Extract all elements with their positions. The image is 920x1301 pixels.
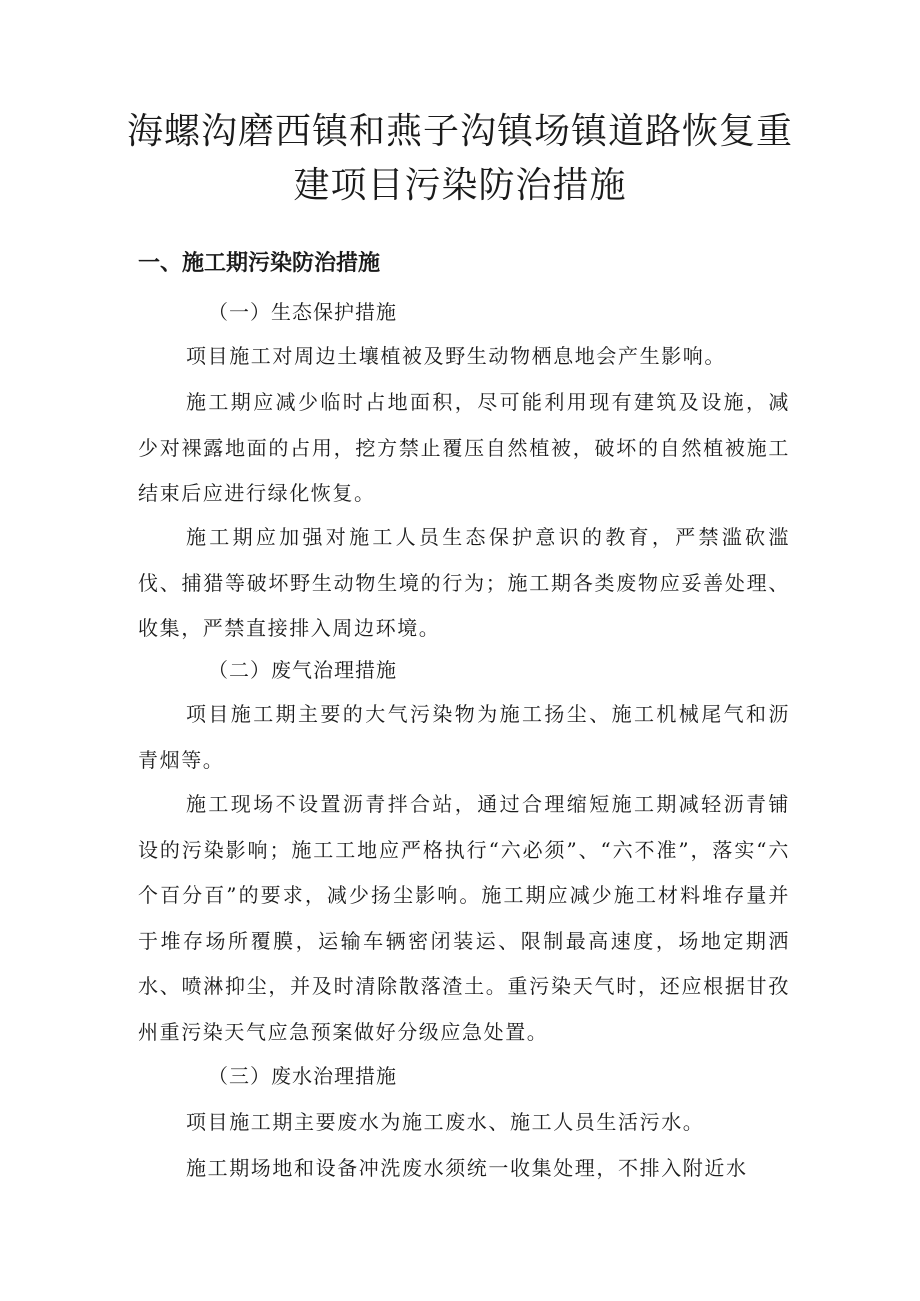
- subsection-heading-wastewater: （三）废水治理措施: [208, 1064, 397, 1088]
- paragraph-wastewater-sources: 项目施工期主要废水为施工废水、施工人员生活污水。: [186, 1110, 705, 1134]
- paragraph-ecological-land-use: 施工期应减少临时占地面积，尽可能利用现有建筑及设施，减少对裸露地面的占用，挖方禁止覆压自然植被，破坏的自然植被施工结束后应进行绿化恢复。: [138, 390, 790, 505]
- paragraph-wastewater-treatment: 施工期场地和设备冲洗废水须统一收集处理，不排入附近水: [186, 1156, 748, 1180]
- subsection-heading-ecological: （一）生态保护措施: [208, 300, 397, 324]
- paragraph-ecological-impact: 项目施工对周边土壤植被及野生动物栖息地会产生影响。: [186, 344, 726, 368]
- paragraph-air-pollutants: 项目施工期主要的大气污染物为施工扬尘、施工机械尾气和沥青烟等。: [138, 702, 790, 772]
- document-title-line-2: 建项目污染防治措施: [293, 165, 627, 206]
- document-title-line-1: 海螺沟磨西镇和燕子沟镇场镇道路恢复重: [126, 111, 793, 152]
- paragraph-ecological-education: 施工期应加强对施工人员生态保护意识的教育，严禁滥砍滥伐、捕猎等破坏野生动物生境的行为；施工期各类废物应妥善处理、收集，严禁直接排入周边环境。: [138, 525, 790, 640]
- paragraph-air-measures: 施工现场不设置沥青拌合站，通过合理缩短施工期减轻沥青铺设的污染影响；施工工地应严格执行“六必须”、“六不准”，落实“六个百分百”的要求，减少扬尘影响。施工期应减少施工材料堆存量并于堆存场所覆膜，运输车辆密闭装运、限制最高速度，场地定期洒水、喷淋抑尘，并及时清除散落渣土。重污染天气时，还应根据甘孜州重污染天气应急预案做好分级应急处置。: [138, 792, 790, 1044]
- subsection-heading-air: （二）废气治理措施: [208, 658, 397, 682]
- section-heading-construction-pollution: 一、施工期污染防治措施: [138, 251, 381, 276]
